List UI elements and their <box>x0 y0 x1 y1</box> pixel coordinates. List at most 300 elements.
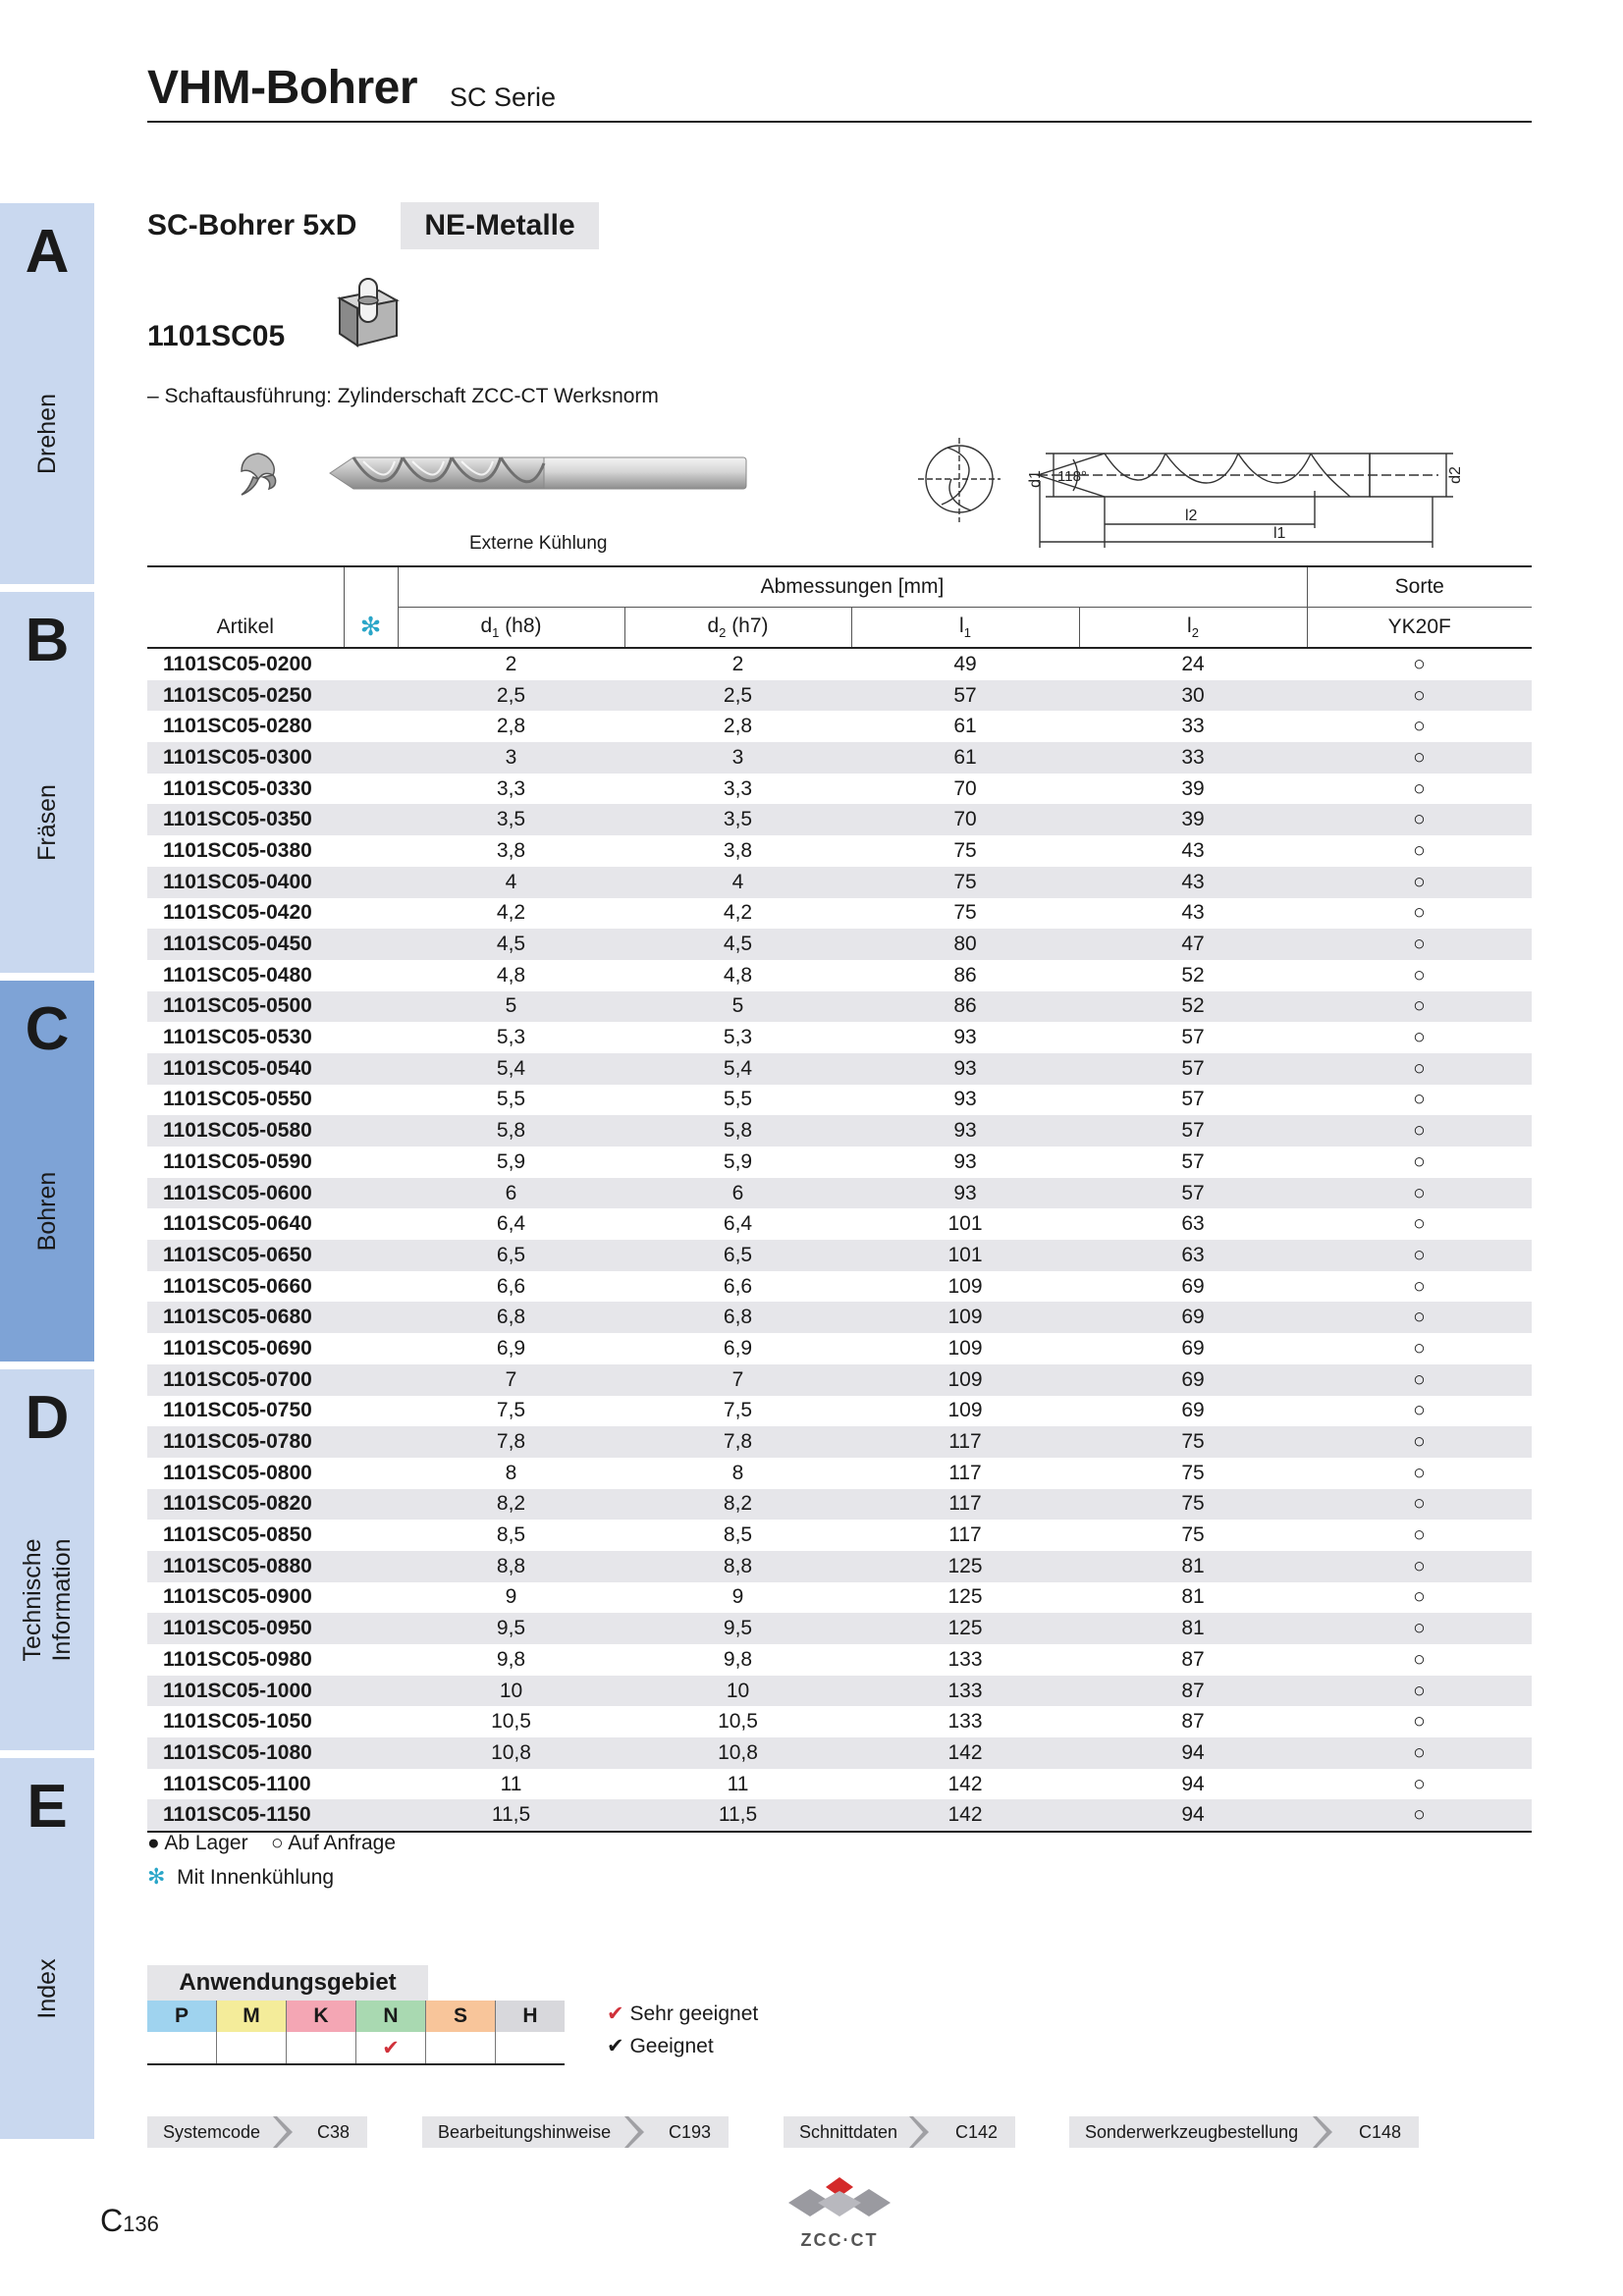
legend-stock: ● Ab Lager <box>147 1832 248 1854</box>
cell-l1: 142 <box>851 1799 1079 1832</box>
tab-b-fraesen[interactable] <box>0 592 94 973</box>
cell-d1: 9,8 <box>496 1647 526 1671</box>
cell-cooling <box>344 1115 398 1147</box>
cell-article: 1101SC05-1150 <box>147 1799 344 1832</box>
cell-l2: 87 <box>1079 1676 1307 1707</box>
cell-l2: 57 <box>1181 1088 1205 1111</box>
cell-grade: ○ <box>1307 929 1532 960</box>
cell-l1: 109 <box>851 1364 1079 1396</box>
cell-l2: 43 <box>1181 901 1205 925</box>
cell-l1: 93 <box>953 1026 977 1049</box>
snowflake-icon: ✻ <box>359 612 382 642</box>
cell-cooling <box>344 711 398 742</box>
cell-grade: ○ <box>1307 1613 1532 1644</box>
cell-article: 1101SC05-0400 <box>147 867 344 898</box>
cell-d1: 6,8 <box>398 1302 624 1333</box>
cell-cooling <box>344 1582 398 1614</box>
cell-d1: 5,4 <box>398 1053 624 1085</box>
cell-article: 1101SC05-1100 <box>163 1772 311 1795</box>
cell-l2: 94 <box>1079 1799 1307 1832</box>
material-group-m: M <box>217 2001 287 2032</box>
header-cooling <box>344 608 398 649</box>
cell-d1: 9 <box>505 1585 517 1609</box>
cell-l2: 52 <box>1079 991 1307 1023</box>
cell-d2: 6 <box>624 1178 851 1209</box>
cell-cooling <box>344 960 398 991</box>
application-table <box>147 2001 565 2065</box>
cell-l1: 75 <box>953 838 977 862</box>
cell-grade: ○ <box>1413 1274 1426 1298</box>
table-row <box>147 680 1532 712</box>
cell-d1: 7,8 <box>398 1426 624 1458</box>
cooling-label: Externe Kühlung <box>469 533 608 554</box>
cell-cooling <box>344 1489 398 1521</box>
dim-d2-label: d2 <box>1447 466 1464 484</box>
material-badge: NE-Metalle <box>401 202 599 249</box>
cell-l2: 94 <box>1079 1737 1307 1769</box>
ref-systemcode[interactable]: Systemcode C38 <box>147 2116 367 2148</box>
ref-schnittdaten[interactable]: Schnittdaten C142 <box>784 2116 1015 2148</box>
cell-cooling <box>344 1458 398 1489</box>
cell-d1: 2,8 <box>496 715 526 738</box>
cell-article: 1101SC05-0950 <box>147 1613 344 1644</box>
cell-l2: 57 <box>1181 1026 1205 1049</box>
cell-d2: 11,5 <box>624 1799 851 1832</box>
cell-article: 1101SC05-0650 <box>147 1240 344 1271</box>
cell-l2: 63 <box>1079 1240 1307 1271</box>
cell-article: 1101SC05-0540 <box>147 1053 344 1085</box>
cell-d1: 10 <box>398 1676 624 1707</box>
cell-l2: 75 <box>1079 1426 1307 1458</box>
table-row <box>147 1115 1532 1147</box>
cell-grade: ○ <box>1307 1053 1532 1085</box>
tab-letter: E <box>27 1773 68 1841</box>
cell-l1: 93 <box>851 1178 1079 1209</box>
zcc-ct-logo <box>781 2173 898 2230</box>
cell-l2: 69 <box>1181 1399 1205 1422</box>
cell-l2: 81 <box>1079 1613 1307 1644</box>
cell-d2: 5 <box>624 991 851 1023</box>
cell-l2: 30 <box>1079 680 1307 712</box>
material-group-n: N <box>356 2001 426 2032</box>
cell-l1: 109 <box>851 1302 1079 1333</box>
cell-d2: 2,8 <box>723 715 753 738</box>
cell-l2: 52 <box>1181 963 1205 987</box>
cell-article: 1101SC05-0590 <box>163 1149 312 1173</box>
cell-grade: ○ <box>1307 742 1532 774</box>
cell-l1: 86 <box>953 963 977 987</box>
cell-l1: 93 <box>851 1115 1079 1147</box>
cell-grade: ○ <box>1413 1710 1426 1734</box>
cell-l2: 81 <box>1181 1585 1205 1609</box>
suitability-m <box>217 2032 287 2064</box>
cell-d2: 9 <box>731 1585 744 1609</box>
cell-d2: 5,8 <box>624 1115 851 1147</box>
cell-d1: 10,5 <box>491 1710 531 1734</box>
cell-d1: 9,5 <box>398 1613 624 1644</box>
cell-l1: 117 <box>851 1489 1079 1521</box>
tab-label: Technische Information <box>19 1538 76 1662</box>
cell-d1: 6,4 <box>496 1212 526 1236</box>
cell-l1: 93 <box>953 1149 977 1173</box>
chevron-right-icon <box>1313 2116 1336 2148</box>
cell-grade: ○ <box>1307 1799 1532 1832</box>
cell-l2: 43 <box>1181 838 1205 862</box>
cell-article: 1101SC05-0420 <box>163 901 312 925</box>
cell-grade: ○ <box>1307 1302 1532 1333</box>
cell-d1: 8,5 <box>496 1523 526 1547</box>
dim-l2-label: l2 <box>1185 507 1198 524</box>
cell-d1: 4,8 <box>496 963 526 987</box>
cell-article: 1101SC05-0900 <box>163 1585 312 1609</box>
cell-l1: 93 <box>953 1088 977 1111</box>
ref-bearbeitungshinweise[interactable]: Bearbeitungshinweise C193 <box>422 2116 729 2148</box>
cell-cooling <box>344 804 398 835</box>
cell-l1: 117 <box>948 1523 982 1547</box>
cell-article: 1101SC05-1050 <box>163 1710 312 1734</box>
cell-d1: 5,5 <box>496 1088 526 1111</box>
cell-cooling <box>344 1737 398 1769</box>
cell-l2: 33 <box>1181 715 1205 738</box>
cell-l1: 93 <box>851 1053 1079 1085</box>
cell-article: 1101SC05-0330 <box>163 776 312 800</box>
cell-l1: 57 <box>851 680 1079 712</box>
cell-l2: 75 <box>1079 1489 1307 1521</box>
cell-d1: 7 <box>398 1364 624 1396</box>
cell-l2: 75 <box>1181 1461 1205 1484</box>
cell-cooling <box>344 1208 398 1240</box>
shaft-note: – Schaftausführung: Zylinderschaft ZCC-CT Werksnorm <box>147 385 659 407</box>
cell-grade: ○ <box>1307 991 1532 1023</box>
cell-cooling <box>344 1022 398 1053</box>
cell-grade: ○ <box>1307 1240 1532 1271</box>
cell-d2: 3,3 <box>723 776 753 800</box>
cell-l1: 125 <box>947 1585 983 1609</box>
cell-cooling <box>344 1426 398 1458</box>
cell-l1: 117 <box>948 1461 982 1484</box>
cell-l1: 109 <box>947 1336 983 1360</box>
cell-article: 1101SC05-0580 <box>147 1115 344 1147</box>
cell-l1: 80 <box>851 929 1079 960</box>
cell-article: 1101SC05-0660 <box>163 1274 312 1298</box>
cell-l2: 43 <box>1079 867 1307 898</box>
cell-d2: 7,8 <box>624 1426 851 1458</box>
cell-l2: 94 <box>1181 1772 1205 1795</box>
cell-d2: 3 <box>624 742 851 774</box>
tab-letter: D <box>25 1384 70 1452</box>
cell-l1: 133 <box>851 1676 1079 1707</box>
table-row <box>147 1458 1532 1489</box>
table-row <box>147 960 1532 991</box>
tab-a-drehen[interactable] <box>0 203 94 584</box>
cell-l1: 109 <box>947 1399 983 1422</box>
cell-grade: ○ <box>1413 1336 1426 1360</box>
cell-d2: 9,5 <box>624 1613 851 1644</box>
table-row <box>147 1644 1532 1676</box>
snowflake-icon: ✻ <box>147 1864 166 1889</box>
cell-l2: 57 <box>1181 1149 1205 1173</box>
tab-label: Drehen <box>33 394 61 474</box>
cell-d2: 4,2 <box>723 901 753 925</box>
cell-grade: ○ <box>1307 867 1532 898</box>
cell-d2: 2 <box>731 652 744 675</box>
header-l2: $l_2$ <box>1079 608 1307 649</box>
cell-l1: 75 <box>851 867 1079 898</box>
cell-d2: 7,5 <box>723 1399 753 1422</box>
suitability-k <box>287 2032 356 2064</box>
cell-l2: 39 <box>1079 804 1307 835</box>
cell-grade: ○ <box>1307 1551 1532 1582</box>
cell-cooling <box>344 1396 398 1427</box>
cell-grade: ○ <box>1307 1737 1532 1769</box>
cell-cooling <box>344 648 398 680</box>
cell-cooling <box>344 680 398 712</box>
cell-grade: ○ <box>1307 1178 1532 1209</box>
cell-d1: 3,8 <box>496 838 526 862</box>
cell-cooling <box>344 867 398 898</box>
cell-d1: 3,5 <box>398 804 624 835</box>
header-grade-group: Sorte <box>1307 566 1532 608</box>
table-row <box>147 1364 1532 1396</box>
table-row <box>147 1551 1532 1582</box>
cell-d2: 6,9 <box>723 1336 753 1360</box>
technical-drawing <box>908 432 1478 550</box>
cell-l1: 142 <box>947 1772 983 1795</box>
cell-grade: ○ <box>1307 1364 1532 1396</box>
cell-grade: ○ <box>1413 1399 1426 1422</box>
drill-tip-icon <box>234 450 283 499</box>
table-row <box>147 1520 1532 1551</box>
cell-cooling <box>344 1302 398 1333</box>
cell-cooling <box>344 1769 398 1800</box>
cell-article: 1101SC05-0600 <box>147 1178 344 1209</box>
cell-article: 1101SC05-0250 <box>147 680 344 712</box>
cell-d2: 4,5 <box>624 929 851 960</box>
check-icon: ✔ <box>607 2002 624 2025</box>
cell-article: 1101SC05-0850 <box>163 1523 312 1547</box>
chevron-right-icon <box>624 2116 648 2148</box>
cell-grade: ○ <box>1413 652 1426 675</box>
cell-d2: 7 <box>624 1364 851 1396</box>
page-number: C136 <box>100 2203 159 2238</box>
cell-l1: 101 <box>947 1212 983 1236</box>
cell-article: 1101SC05-0350 <box>147 804 344 835</box>
drill-photo <box>324 450 756 499</box>
table-row <box>147 1489 1532 1521</box>
table-row <box>147 1333 1532 1364</box>
table-row <box>147 1706 1532 1737</box>
cell-d1: 6,5 <box>398 1240 624 1271</box>
cell-d2: 6,6 <box>723 1274 753 1298</box>
tab-label: Index <box>33 1958 61 2019</box>
cell-grade: ○ <box>1413 1647 1426 1671</box>
suitability-n: ✔ <box>356 2032 426 2064</box>
table-row <box>147 1426 1532 1458</box>
table-row <box>147 1053 1532 1085</box>
cell-d1: 8,8 <box>398 1551 624 1582</box>
cell-d2: 8,5 <box>723 1523 753 1547</box>
cell-cooling <box>344 1551 398 1582</box>
cell-cooling <box>344 1271 398 1303</box>
table-row <box>147 898 1532 930</box>
cell-cooling <box>344 1147 398 1178</box>
cell-grade: ○ <box>1413 1461 1426 1484</box>
cell-cooling <box>344 1085 398 1116</box>
cell-l1: 117 <box>851 1426 1079 1458</box>
table-row <box>147 774 1532 805</box>
table-row <box>147 867 1532 898</box>
cell-l1: 142 <box>851 1737 1079 1769</box>
check-icon: ✔ <box>607 2035 624 2057</box>
cell-d1: 11,5 <box>398 1799 624 1832</box>
section-title: SC-Bohrer 5xD <box>147 209 357 241</box>
header-article: Artikel <box>147 608 344 649</box>
legend-request: ○ Auf Anfrage <box>270 1832 397 1854</box>
suitability-p <box>147 2032 217 2064</box>
header-l1: $l_1$ <box>851 608 1079 649</box>
cell-l2: 39 <box>1181 776 1205 800</box>
cell-d2: 8,8 <box>624 1551 851 1582</box>
material-group-h: H <box>496 2001 566 2032</box>
header-spacer <box>344 566 398 608</box>
tab-c-bohren[interactable] <box>0 981 94 1362</box>
cell-l2: 57 <box>1079 1178 1307 1209</box>
logo-text: ZCC·CT <box>800 2230 879 2250</box>
table-row <box>147 1178 1532 1209</box>
cell-d2: 6,8 <box>624 1302 851 1333</box>
cell-l1: 49 <box>953 652 977 675</box>
chevron-right-icon <box>909 2116 933 2148</box>
cell-d2: 6,5 <box>624 1240 851 1271</box>
cell-cooling <box>344 898 398 930</box>
table-row <box>147 991 1532 1023</box>
tab-label: Fräsen <box>33 784 61 861</box>
table-row <box>147 1022 1532 1053</box>
cell-grade: ○ <box>1307 680 1532 712</box>
cell-article: 1101SC05-0280 <box>163 715 312 738</box>
cell-d1: 7,5 <box>496 1399 526 1422</box>
cell-grade: ○ <box>1413 901 1426 925</box>
cell-d2: 8,2 <box>624 1489 851 1521</box>
tab-letter: A <box>25 218 70 286</box>
cell-grade: ○ <box>1307 1115 1532 1147</box>
cell-d1: 2,5 <box>398 680 624 712</box>
cell-l2: 69 <box>1079 1302 1307 1333</box>
cell-grade: ○ <box>1413 838 1426 862</box>
cell-article: 1101SC05-0820 <box>147 1489 344 1521</box>
cell-cooling <box>344 742 398 774</box>
material-group-s: S <box>426 2001 496 2032</box>
table-row <box>147 1271 1532 1303</box>
tab-e-index[interactable] <box>0 1758 94 2139</box>
cell-d1: 4,5 <box>398 929 624 960</box>
workpiece-hole-icon <box>334 277 403 349</box>
cell-d2: 3,5 <box>624 804 851 835</box>
cell-grade: ○ <box>1307 804 1532 835</box>
cell-l1: 109 <box>947 1274 983 1298</box>
dim-angle-label: 118° <box>1057 468 1087 485</box>
page-title: VHM-Bohrer <box>147 62 418 114</box>
cell-article: 1101SC05-0530 <box>163 1026 312 1049</box>
cell-l1: 133 <box>947 1710 983 1734</box>
cell-grade: ○ <box>1413 963 1426 987</box>
cell-d1: 3 <box>398 742 624 774</box>
cell-d2: 8 <box>731 1461 744 1484</box>
cell-l2: 33 <box>1079 742 1307 774</box>
article-table <box>147 565 1532 1833</box>
cell-d1: 2 <box>505 652 517 675</box>
cell-grade: ○ <box>1413 1772 1426 1795</box>
cell-l2: 69 <box>1181 1274 1205 1298</box>
cell-grade: ○ <box>1413 1212 1426 1236</box>
cell-l2: 69 <box>1079 1364 1307 1396</box>
table-row <box>147 742 1532 774</box>
cell-d1: 5,9 <box>496 1149 526 1173</box>
tab-d-technische-information[interactable] <box>0 1369 94 1750</box>
cell-l2: 24 <box>1181 652 1205 675</box>
cell-cooling <box>344 1676 398 1707</box>
cell-l1: 75 <box>953 901 977 925</box>
cell-d2: 2,5 <box>624 680 851 712</box>
cell-d2: 10,5 <box>718 1710 758 1734</box>
cell-article: 1101SC05-1080 <box>147 1737 344 1769</box>
cell-d2: 9,8 <box>723 1647 753 1671</box>
table-row <box>147 1799 1532 1832</box>
cell-article: 1101SC05-0750 <box>163 1399 312 1422</box>
suitability-h <box>496 2032 566 2064</box>
header-d2: $d_2$ (h7) <box>624 608 851 649</box>
application-title: Anwendungsgebiet <box>147 1965 428 2001</box>
cell-d2: 4,8 <box>723 963 753 987</box>
cell-cooling <box>344 1644 398 1676</box>
cell-l1: 61 <box>953 715 977 738</box>
cell-cooling <box>344 929 398 960</box>
table-row <box>147 1737 1532 1769</box>
cell-article: 1101SC05-0980 <box>163 1647 312 1671</box>
cell-d2: 10 <box>624 1676 851 1707</box>
cell-l2: 87 <box>1181 1647 1205 1671</box>
cell-l2: 57 <box>1079 1053 1307 1085</box>
table-row <box>147 1302 1532 1333</box>
cell-d1: 10,8 <box>398 1737 624 1769</box>
legend-suitable: ✔ Geeignet <box>607 2035 714 2057</box>
cell-d1: 4 <box>398 867 624 898</box>
cell-grade: ○ <box>1413 776 1426 800</box>
cell-d1: 5 <box>398 991 624 1023</box>
cell-l2: 47 <box>1079 929 1307 960</box>
cell-l1: 133 <box>947 1647 983 1671</box>
table-row <box>147 1582 1532 1614</box>
cell-cooling <box>344 1053 398 1085</box>
table-row <box>147 1396 1532 1427</box>
dim-l1-label: l1 <box>1273 525 1286 542</box>
availability-legend <box>147 1832 396 1855</box>
table-row <box>147 1613 1532 1644</box>
cell-d2: 10,8 <box>624 1737 851 1769</box>
tab-letter: C <box>25 995 70 1063</box>
header-d1: $d_1$ (h8) <box>398 608 624 649</box>
cell-article: 1101SC05-0380 <box>163 838 312 862</box>
cell-d2: 5,9 <box>723 1149 753 1173</box>
header-divider <box>147 121 1532 123</box>
cell-article: 1101SC05-0880 <box>147 1551 344 1582</box>
cell-d1: 11 <box>500 1772 522 1795</box>
table-row <box>147 1769 1532 1800</box>
ref-sonderwerkzeugbestellung[interactable]: Sonderwerkzeugbestellung C148 <box>1069 2116 1419 2148</box>
cell-article: 1101SC05-0640 <box>163 1212 312 1236</box>
cell-grade: ○ <box>1307 1676 1532 1707</box>
cell-cooling <box>344 1613 398 1644</box>
